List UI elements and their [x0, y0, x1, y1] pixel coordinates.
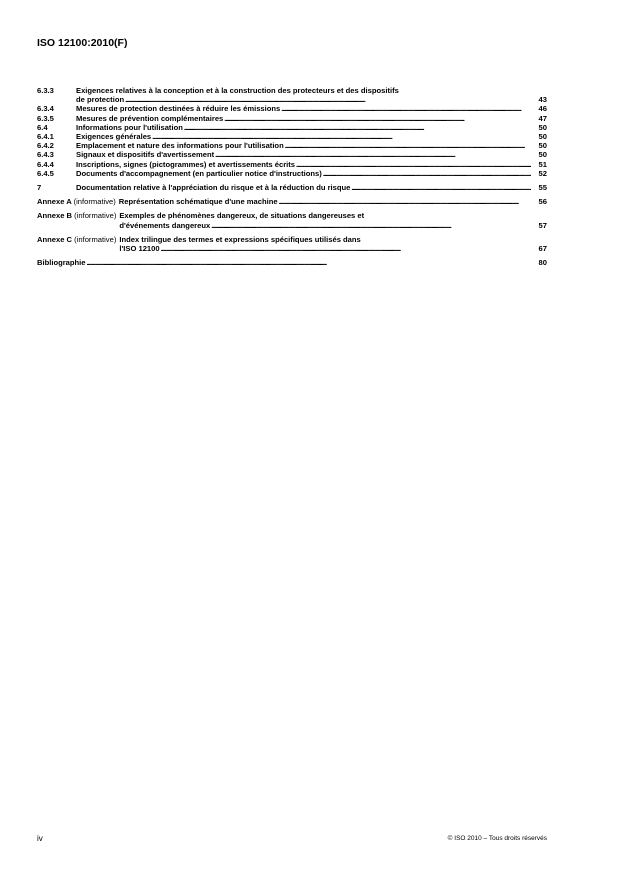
annex-informative: (informative): [74, 234, 117, 244]
bibliography-label: Bibliographie: [37, 258, 86, 268]
toc-entry-page: 67: [538, 244, 547, 254]
toc-entry[interactable]: [37, 169, 547, 178]
toc-entry[interactable]: [37, 183, 547, 192]
toc-entry-title-line: Mesures de prévention complémentaires: [76, 113, 224, 123]
leader-dots: [285, 141, 531, 150]
toc-entry[interactable]: [37, 160, 547, 169]
page-number: iv: [37, 834, 43, 843]
toc-entry-title-line: Signaux et dispositifs d'avertissement: [76, 150, 215, 160]
leader-dots: [184, 123, 531, 132]
toc-annex-entry[interactable]: [37, 197, 547, 206]
toc-entry[interactable]: [37, 104, 547, 113]
leader-dots: [279, 197, 531, 206]
toc-entry-page: 57: [538, 220, 547, 230]
toc-entry-number: 7: [37, 183, 42, 193]
toc-entry-title-line: l'ISO 12100: [119, 244, 160, 254]
toc-entry-number: 6.4.3: [37, 150, 54, 160]
annex-informative: (informative): [73, 197, 116, 207]
annex-prefix: Annexe C: [37, 234, 73, 244]
toc-entry-page: 46: [538, 104, 547, 114]
leader-dots: [296, 160, 531, 169]
toc-entry-page: 50: [538, 132, 547, 142]
toc-entry-title-line: Emplacement et nature des informations pour l'utilisation: [76, 141, 284, 151]
toc-entry-title-line: Inscriptions, signes (pictogrammes) et avertissements écrits: [76, 159, 296, 169]
leader-dots: [87, 258, 531, 267]
copyright-notice: © ISO 2010 – Tous droits réservés: [447, 835, 547, 842]
toc-entry-page: 50: [538, 122, 547, 132]
toc-entry-number: 6.3.3: [37, 86, 54, 95]
toc-entry-page: 47: [538, 113, 547, 123]
leader-dots: [211, 221, 531, 230]
toc-entry-number: 6.4: [37, 122, 48, 132]
leader-dots: [224, 114, 531, 123]
toc-bibliography-entry[interactable]: [37, 258, 547, 267]
toc-entry-title-line: Exemples de phénomènes dangereux, de situations dangereuses et: [119, 211, 365, 221]
leader-dots: [323, 169, 531, 178]
toc-entry[interactable]: [37, 86, 547, 104]
toc-entry[interactable]: [37, 132, 547, 141]
toc-entry-page: 80: [538, 258, 547, 268]
leader-dots: [152, 132, 531, 141]
leader-dots: [125, 95, 531, 104]
toc-entry-page: 55: [538, 183, 547, 193]
annex-informative: (informative): [74, 211, 117, 221]
toc-entry[interactable]: [37, 141, 547, 150]
toc-entry-title-line: Documents d'accompagnement (en particulier notice d'instructions): [76, 168, 322, 178]
leader-dots: [215, 150, 531, 159]
leader-dots: [161, 244, 531, 253]
toc-entry[interactable]: [37, 123, 547, 132]
toc-annex-entry[interactable]: [37, 235, 547, 253]
leader-dots: [351, 183, 531, 192]
toc-entry-page: 50: [538, 150, 547, 160]
toc-entry-title-line: Documentation relative à l'appréciation du risque et à la réduction du risque: [76, 183, 351, 193]
toc-entry-page: 52: [538, 168, 547, 178]
toc-entry-title-line: Informations pour l'utilisation: [76, 122, 183, 132]
toc-entry-number: 6.4.4: [37, 159, 54, 169]
toc-entry-title-line: de protection: [76, 95, 125, 105]
toc-entry-page: 51: [538, 159, 547, 169]
toc-entry-number: 6.3.5: [37, 113, 54, 123]
table-of-contents: [37, 86, 547, 267]
document-id: ISO 12100:2010(F): [37, 37, 128, 49]
toc-entry-title-line: Mesures de protection destinées à réduire les émissions: [76, 104, 281, 114]
toc-entry-title-line: Exigences générales: [76, 132, 152, 142]
toc-entry-number: 6.3.4: [37, 104, 54, 114]
toc-entry-title-line: Exigences relatives à la conception et à la construction des protecteurs et des dispositifs: [76, 86, 399, 95]
toc-entry-page: 56: [538, 197, 547, 207]
toc-entry-number: 6.4.1: [37, 132, 54, 142]
toc-entry-number: 6.4.5: [37, 168, 54, 178]
toc-entry[interactable]: [37, 150, 547, 159]
annex-prefix: Annexe B: [37, 211, 73, 221]
toc-entry-page: 43: [538, 95, 547, 105]
toc-entry-page: 50: [538, 141, 547, 151]
toc-entry-number: 6.4.2: [37, 141, 54, 151]
annex-prefix: Annexe A: [37, 197, 72, 207]
toc-entry-title-line: d'événements dangereux: [119, 220, 211, 230]
toc-entry[interactable]: [37, 114, 547, 123]
toc-annex-entry[interactable]: [37, 211, 547, 229]
leader-dots: [281, 104, 531, 113]
toc-entry-title-line: Représentation schématique d'une machine: [118, 197, 278, 207]
toc-entry-title-line: Index trilingue des termes et expressions spécifiques utilisés dans: [119, 234, 361, 244]
